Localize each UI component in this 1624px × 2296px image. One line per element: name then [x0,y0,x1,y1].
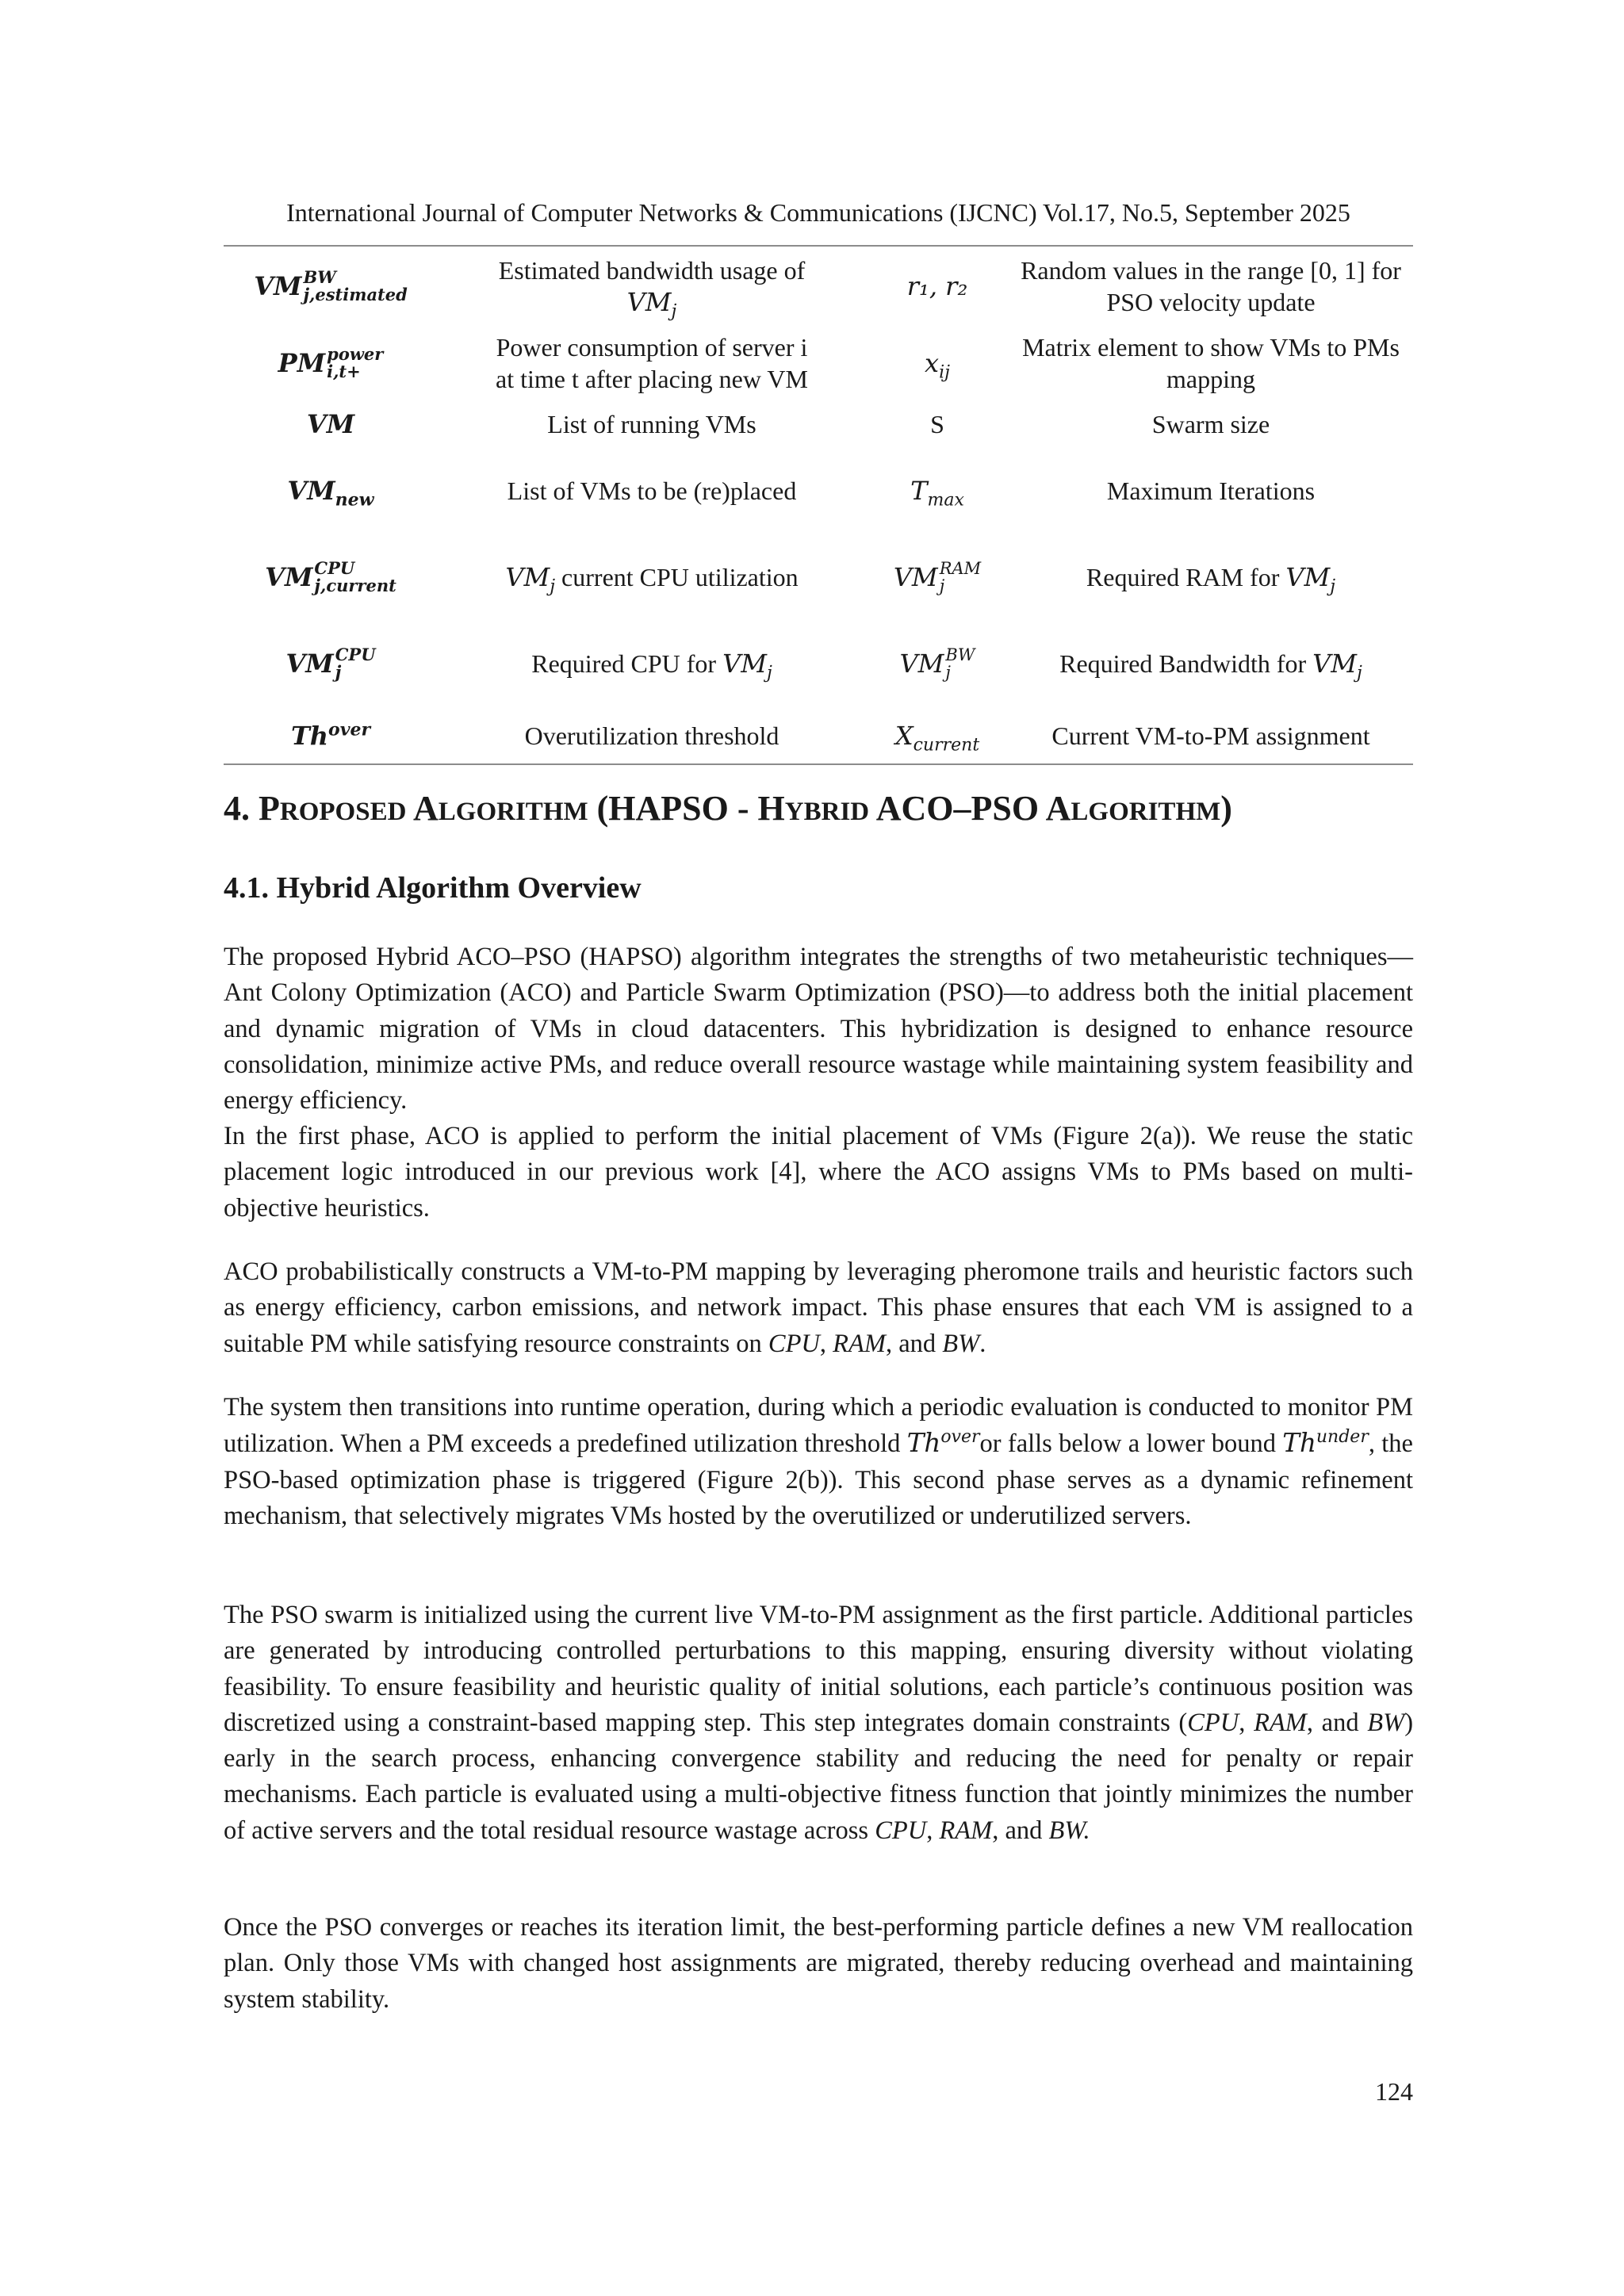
description-cell: List of running VMs [547,410,756,438]
section-heading: 4. PROPOSED ALGORITHM (HAPSO - HYBRID ACO–PSO ALGORITHM) [224,789,1232,828]
description-cell: Current VM-to-PM assignment [1009,707,1413,764]
description-cell: $VM_j$ current CPU utilization [505,562,799,597]
table-row [224,620,1413,707]
description-cell: Estimated bandwidth usage of $VM_j$ [498,256,806,322]
table-row [224,401,1413,447]
description-cell: Power consumption of server i at time t after placing new VM [496,333,808,393]
paragraph: The PSO swarm is initialized using the current live VM-to-PM assignment as the first particle. Additional particles are generated by introducing controlled perturbations to this mapping, ensuring diversity without violating feasibility. To ensure feasibility and heuristic quality of initial solutions, each particle’s continuous position was discretized using a constraint-based mapping step. This step integrates domain constraints (CPU, RAM, and BW) early in the search process, enhancing convergence stability and reducing the need for penalty or repair mechanisms. Each particle is evaluated using a multi-objective fitness function that jointly minimizes the number of active servers and the total residual resource wastage across CPU, RAM, and BW. [224,1601,1414,1845]
symbol-table [224,247,1413,765]
running-header: International Journal of Computer Networks & Communications (IJCNC) Vol.17, No.5, September 2025 [286,198,1350,227]
paragraph: In the first phase, ACO is applied to perform the initial placement of VMs (Figure 2(a)). We reuse the static placement logic introduced in our previous work [4], where the ACO assigns VMs to PMs based on multi-objective heuristics. [224,1122,1413,1223]
subsection-heading: 4.1. Hybrid Algorithm Overview [224,871,642,905]
table-row [224,534,1413,620]
symbol-cell: $X_{current}$ [866,707,1009,764]
table-row [224,247,1413,325]
symbol-cell: $x_{ij}$ [925,348,950,383]
symbol-cell: $Th^{over}$ [224,707,438,764]
description-cell: Overutilization threshold [438,707,866,764]
symbol-cell: S [930,410,944,438]
symbol-cell: VM CPU j [285,645,376,682]
paragraph: ACO probabilistically constructs a VM-to-PM mapping by leveraging pheromone trails and heuristic factors such as energy efficiency, carbon emissions, and network impact. This phase ensures that each VM is assigned to a suitable PM while satisfying resource constraints on CPU, RAM, and BW. [224,1257,1413,1358]
description-cell: Swarm size [1151,410,1270,438]
symbol-cell: $VM_{new}$ [287,476,374,511]
symbol-cell: VM BW j [899,645,975,682]
symbol-cell: $T_{max}$ [910,476,964,511]
symbol-cell: VM [306,409,355,439]
description-cell: Required RAM for $VM_j$ [1086,562,1336,597]
page-number: 124 [1375,2077,1413,2106]
description-cell: Required CPU for $VM_j$ [531,649,772,683]
paragraph: Once the PSO converges or reaches its iteration limit, the best-performing particle defines a new VM reallocation plan. Only those VMs with changed host assignments are migrated, thereby reducing overhead and maintaining system stability. [224,1913,1413,2014]
paragraph: The proposed Hybrid ACO–PSO (HAPSO) algorithm integrates the strengths of two metaheuristic techniques—Ant Colony Optimization (ACO) and Particle Swarm Optimization (PSO)—to address both the initial placement and dynamic migration of VMs in cloud datacenters. This hybridization is designed to enhance resource consolidation, minimize active PMs, and reduce overall resource wastage while maintaining system feasibility and energy efficiency. [224,943,1413,1115]
symbol-cell: VM RAM j [893,559,982,595]
symbol-cell: VM BW j,estimated [254,267,408,304]
description-cell: Maximum Iterations [1106,476,1316,505]
symbol-cell: r₁, r₂ [906,271,968,301]
table-row [224,707,1413,764]
symbol-cell: VM CPU j,current [265,558,396,595]
paragraph: The system then transitions into runtime operation, during which a periodic evaluation is conducted to monitor PM utilization. When a PM exceeds a predefined utilization threshold $Th^{over}or$ falls below a lower bound $Th^{under}$, the PSO-based optimization phase is triggered (Figure 2(b)). This second phase serves as a dynamic refinement mechanism, that selectively migrates VMs hosted by the overutilized or underutilized servers. [224,1393,1413,1530]
table-row [224,325,1413,401]
symbol-cell: PM power i,t+ [278,344,384,381]
description-cell: Required Bandwidth for $VM_j$ [1059,649,1362,683]
description-cell: List of VMs to be (re)placed [507,476,797,505]
description-cell: Matrix element to show VMs to PMs mapping [1022,333,1400,393]
header-rule [224,245,1413,247]
table-row [224,447,1413,534]
description-cell: Random values in the range [0, 1] for PSO velocity update [1021,256,1401,316]
